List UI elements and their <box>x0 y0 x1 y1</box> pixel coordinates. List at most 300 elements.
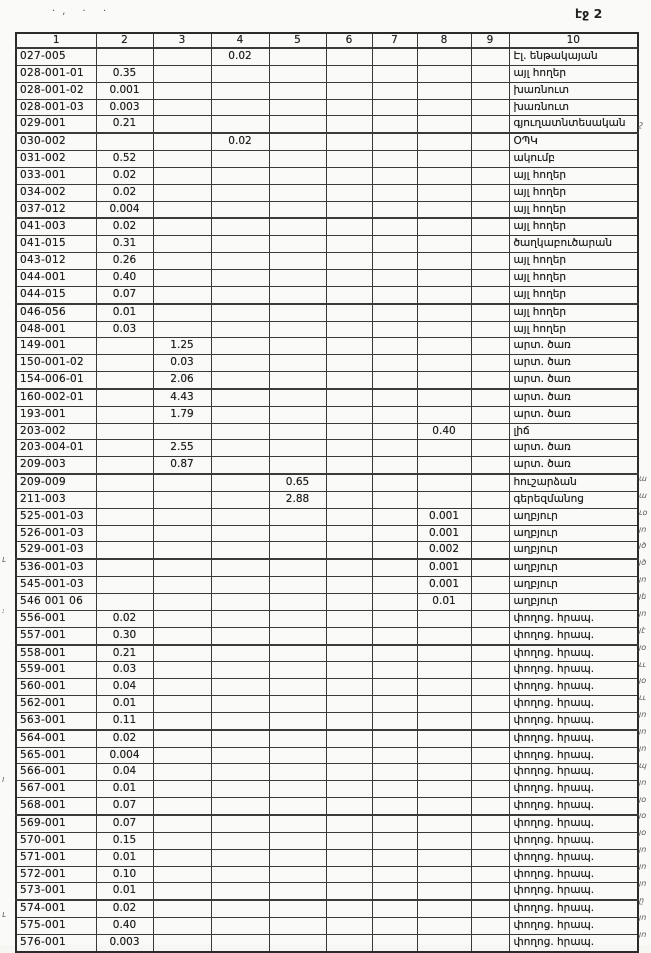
table-row <box>16 627 638 644</box>
parcel-code-cell: 566-001 <box>16 764 96 781</box>
value-cell <box>153 815 211 832</box>
value-cell: 0.02 <box>211 133 269 150</box>
value-cell <box>211 321 269 338</box>
column-header-6: 6 <box>326 33 372 48</box>
margin-mark <box>638 302 651 320</box>
land-type-cell: փողոց. հրապ. <box>509 764 638 781</box>
land-type-cell: այլ հողեր <box>509 321 638 338</box>
value-cell <box>211 594 269 611</box>
value-cell <box>211 781 269 798</box>
table-row <box>16 457 638 474</box>
value-cell <box>96 372 153 389</box>
value-cell <box>153 321 211 338</box>
margin-mark <box>638 352 651 370</box>
value-cell <box>372 355 417 372</box>
table-row <box>16 679 638 696</box>
margin-mark: ։ <box>2 606 6 617</box>
value-cell <box>269 900 326 917</box>
value-cell <box>372 832 417 849</box>
parcel-code-cell: 046-056 <box>16 304 96 321</box>
value-cell <box>269 610 326 627</box>
value-cell <box>153 133 211 150</box>
value-cell <box>269 662 326 679</box>
value-cell <box>211 610 269 627</box>
value-cell <box>326 440 372 457</box>
value-cell <box>372 304 417 321</box>
table-row <box>16 866 638 883</box>
value-cell <box>326 457 372 474</box>
margin-mark <box>638 234 651 252</box>
value-cell <box>417 474 471 491</box>
value-cell <box>372 645 417 662</box>
table-row <box>16 712 638 729</box>
value-cell <box>326 133 372 150</box>
value-cell <box>372 269 417 286</box>
value-cell <box>417 82 471 99</box>
margin-mark <box>638 386 651 404</box>
value-cell: 0.01 <box>96 883 153 900</box>
table-row <box>16 696 638 713</box>
value-cell <box>326 167 372 184</box>
value-cell <box>211 99 269 116</box>
value-cell <box>153 559 211 576</box>
value-cell <box>471 918 509 935</box>
margin-mark <box>638 150 651 168</box>
value-cell <box>372 883 417 900</box>
value-cell <box>417 99 471 116</box>
land-type-cell: փողոց. հրապ. <box>509 730 638 747</box>
value-cell <box>326 304 372 321</box>
land-type-cell: փողոց. հրապ. <box>509 883 638 900</box>
margin-mark <box>638 217 651 235</box>
value-cell <box>471 65 509 82</box>
value-cell <box>96 491 153 508</box>
value-cell <box>471 577 509 594</box>
value-cell <box>326 832 372 849</box>
value-cell <box>471 253 509 270</box>
margin-mark <box>638 251 651 269</box>
value-cell <box>153 151 211 168</box>
margin-mark <box>638 268 651 286</box>
value-cell <box>153 645 211 662</box>
table-row <box>16 883 638 900</box>
value-cell: 0.21 <box>96 116 153 133</box>
value-cell <box>417 866 471 883</box>
value-cell <box>372 457 417 474</box>
value-cell <box>417 48 471 65</box>
value-cell <box>372 679 417 696</box>
value-cell <box>417 849 471 866</box>
value-cell <box>417 116 471 133</box>
value-cell <box>417 696 471 713</box>
table-row <box>16 269 638 286</box>
value-cell <box>153 99 211 116</box>
land-type-cell: աղբյուր <box>509 559 638 576</box>
parcel-code-cell: 559-001 <box>16 662 96 679</box>
table-row <box>16 610 638 627</box>
value-cell <box>471 764 509 781</box>
land-type-cell: այլ հողեր <box>509 304 638 321</box>
parcel-code-cell: 575-001 <box>16 918 96 935</box>
column-header-10: 10 <box>509 33 638 48</box>
land-type-cell: փողոց. հրապ. <box>509 781 638 798</box>
land-type-cell: այլ հողեր <box>509 184 638 201</box>
value-cell <box>471 184 509 201</box>
table-row <box>16 508 638 525</box>
value-cell <box>372 151 417 168</box>
value-cell <box>471 133 509 150</box>
value-cell <box>417 253 471 270</box>
value-cell <box>269 883 326 900</box>
parcel-code-cell: 557-001 <box>16 627 96 644</box>
land-type-cell: արտ. ծառ <box>509 355 638 372</box>
parcel-code-cell: 570-001 <box>16 832 96 849</box>
margin-mark: յո <box>638 844 647 855</box>
land-type-cell: արտ. ծառ <box>509 372 638 389</box>
value-cell <box>211 253 269 270</box>
land-type-cell: այլ հողեր <box>509 286 638 303</box>
land-type-cell: Էլ. ենթակայան <box>509 48 638 65</box>
value-cell <box>326 781 372 798</box>
value-cell <box>153 798 211 815</box>
land-type-cell: խառնուտ <box>509 99 638 116</box>
parcel-code-cell: 043-012 <box>16 253 96 270</box>
value-cell <box>372 116 417 133</box>
parcel-code-cell: 209-003 <box>16 457 96 474</box>
margin-mark: ււ <box>638 659 647 669</box>
value-cell: 0.07 <box>96 798 153 815</box>
parcel-code-cell: 569-001 <box>16 815 96 832</box>
value-cell <box>96 440 153 457</box>
margin-mark <box>638 369 651 387</box>
land-type-cell: արտ. ծառ <box>509 406 638 423</box>
land-type-cell: փողոց. հրապ. <box>509 866 638 883</box>
value-cell <box>471 525 509 542</box>
value-cell <box>211 934 269 951</box>
value-cell <box>269 133 326 150</box>
table-row <box>16 798 638 815</box>
value-cell <box>417 798 471 815</box>
value-cell <box>372 286 417 303</box>
value-cell <box>471 645 509 662</box>
value-cell <box>153 236 211 253</box>
value-cell <box>211 201 269 218</box>
margin-mark: յե <box>638 591 647 602</box>
value-cell <box>96 525 153 542</box>
value-cell <box>372 594 417 611</box>
value-cell <box>326 201 372 218</box>
parcel-code-cell: 033-001 <box>16 167 96 184</box>
margin-mark <box>638 319 651 337</box>
parcel-code-cell: 568-001 <box>16 798 96 815</box>
value-cell <box>372 65 417 82</box>
value-cell <box>326 508 372 525</box>
value-cell <box>96 355 153 372</box>
value-cell <box>326 116 372 133</box>
value-cell <box>153 218 211 235</box>
value-cell <box>471 934 509 951</box>
value-cell <box>471 423 509 440</box>
margin-mark: յծ <box>638 540 647 551</box>
value-cell <box>326 236 372 253</box>
value-cell: 0.40 <box>417 423 471 440</box>
value-cell <box>269 832 326 849</box>
margin-mark <box>638 167 651 185</box>
value-cell <box>269 116 326 133</box>
table-row <box>16 764 638 781</box>
land-type-cell: փողոց. հրապ. <box>509 610 638 627</box>
value-cell <box>471 151 509 168</box>
value-cell <box>269 184 326 201</box>
value-cell <box>326 48 372 65</box>
value-cell <box>471 236 509 253</box>
value-cell <box>326 525 372 542</box>
margin-mark: յո <box>638 777 647 787</box>
table-row <box>16 218 638 235</box>
value-cell <box>417 679 471 696</box>
handwritten-margin-marks <box>639 49 651 943</box>
value-cell <box>269 48 326 65</box>
value-cell <box>417 389 471 406</box>
value-cell <box>372 627 417 644</box>
margin-mark: ււ <box>638 692 647 703</box>
column-header-3: 3 <box>153 33 211 48</box>
value-cell <box>153 82 211 99</box>
value-cell <box>153 286 211 303</box>
value-cell: 0.003 <box>96 934 153 951</box>
value-cell <box>153 474 211 491</box>
value-cell <box>96 577 153 594</box>
value-cell <box>417 627 471 644</box>
value-cell <box>417 184 471 201</box>
value-cell <box>269 65 326 82</box>
value-cell <box>471 457 509 474</box>
margin-mark: յէ <box>638 625 646 635</box>
parcel-code-cell: 041-003 <box>16 218 96 235</box>
value-cell <box>471 48 509 65</box>
value-cell <box>326 849 372 866</box>
value-cell <box>211 627 269 644</box>
value-cell <box>372 610 417 627</box>
value-cell <box>471 849 509 866</box>
parcel-code-cell: 030-002 <box>16 133 96 150</box>
value-cell: 4.43 <box>153 389 211 406</box>
value-cell <box>471 474 509 491</box>
parcel-code-cell: 149-001 <box>16 338 96 355</box>
value-cell <box>372 82 417 99</box>
parcel-code-cell: 565-001 <box>16 747 96 764</box>
value-cell <box>326 594 372 611</box>
value-cell <box>417 662 471 679</box>
margin-mark: ա <box>638 490 648 500</box>
value-cell <box>326 474 372 491</box>
page-number-label: էջ 2 <box>575 6 603 21</box>
value-cell <box>211 866 269 883</box>
value-cell <box>153 934 211 951</box>
value-cell <box>269 167 326 184</box>
parcel-code-cell: 028-001-03 <box>16 99 96 116</box>
value-cell: 0.11 <box>96 712 153 729</box>
value-cell <box>326 559 372 576</box>
land-type-cell: արտ. ծառ <box>509 389 638 406</box>
margin-mark: ւ <box>2 909 6 920</box>
value-cell <box>372 218 417 235</box>
value-cell <box>326 918 372 935</box>
value-cell <box>372 201 417 218</box>
value-cell <box>326 491 372 508</box>
value-cell <box>372 747 417 764</box>
value-cell <box>372 525 417 542</box>
value-cell: 0.52 <box>96 151 153 168</box>
value-cell <box>153 696 211 713</box>
value-cell <box>153 269 211 286</box>
value-cell <box>153 594 211 611</box>
value-cell: 0.04 <box>96 764 153 781</box>
margin-mark <box>638 184 651 202</box>
value-cell <box>372 815 417 832</box>
value-cell <box>372 508 417 525</box>
value-cell <box>153 883 211 900</box>
value-cell <box>269 815 326 832</box>
value-cell <box>417 65 471 82</box>
value-cell <box>153 849 211 866</box>
value-cell <box>326 696 372 713</box>
value-cell <box>417 610 471 627</box>
value-cell <box>417 815 471 832</box>
value-cell <box>269 389 326 406</box>
table-row <box>16 406 638 423</box>
value-cell <box>269 269 326 286</box>
margin-mark: յո <box>638 709 647 720</box>
value-cell <box>153 764 211 781</box>
value-cell <box>269 355 326 372</box>
value-cell <box>326 65 372 82</box>
parcel-code-cell: 573-001 <box>16 883 96 900</box>
value-cell <box>417 269 471 286</box>
value-cell <box>471 662 509 679</box>
value-cell <box>326 900 372 917</box>
parcel-code-cell: 209-009 <box>16 474 96 491</box>
value-cell <box>417 133 471 150</box>
value-cell <box>471 747 509 764</box>
parcel-code-cell: 211-003 <box>16 491 96 508</box>
parcel-code-cell: 526-001-03 <box>16 525 96 542</box>
value-cell <box>269 372 326 389</box>
value-cell <box>211 918 269 935</box>
land-parcel-table <box>15 32 639 953</box>
value-cell <box>153 423 211 440</box>
value-cell <box>372 559 417 576</box>
value-cell <box>153 679 211 696</box>
value-cell: 2.88 <box>269 491 326 508</box>
value-cell <box>269 236 326 253</box>
margin-mark <box>638 437 651 455</box>
value-cell <box>372 321 417 338</box>
value-cell <box>269 866 326 883</box>
value-cell <box>326 610 372 627</box>
value-cell <box>211 491 269 508</box>
value-cell <box>471 696 509 713</box>
value-cell <box>153 747 211 764</box>
table-row <box>16 577 638 594</box>
value-cell <box>211 815 269 832</box>
table-row <box>16 747 638 764</box>
value-cell <box>269 559 326 576</box>
table-row <box>16 372 638 389</box>
parcel-code-cell: 525-001-03 <box>16 508 96 525</box>
scan-corner-marks: ·‚ · · <box>52 6 114 17</box>
value-cell <box>269 440 326 457</box>
value-cell <box>471 815 509 832</box>
value-cell <box>471 269 509 286</box>
value-cell <box>153 542 211 559</box>
value-cell <box>471 372 509 389</box>
table-row <box>16 781 638 798</box>
value-cell <box>471 627 509 644</box>
land-type-cell: արտ. ծառ <box>509 440 638 457</box>
value-cell <box>153 781 211 798</box>
table-row <box>16 730 638 747</box>
value-cell <box>269 82 326 99</box>
parcel-code-cell: 571-001 <box>16 849 96 866</box>
value-cell <box>326 934 372 951</box>
value-cell <box>417 918 471 935</box>
value-cell <box>471 304 509 321</box>
value-cell <box>211 559 269 576</box>
value-cell <box>417 440 471 457</box>
land-type-cell: փողոց. հրապ. <box>509 696 638 713</box>
value-cell <box>153 918 211 935</box>
value-cell <box>269 645 326 662</box>
parcel-code-cell: 160-002-01 <box>16 389 96 406</box>
margin-mark: շ <box>638 119 644 129</box>
value-cell <box>153 304 211 321</box>
value-cell: 0.02 <box>96 610 153 627</box>
value-cell <box>211 577 269 594</box>
value-cell <box>211 508 269 525</box>
value-cell <box>96 389 153 406</box>
table-row <box>16 815 638 832</box>
value-cell: 0.02 <box>211 48 269 65</box>
value-cell <box>372 474 417 491</box>
value-cell <box>326 321 372 338</box>
value-cell: 0.001 <box>417 525 471 542</box>
value-cell <box>269 286 326 303</box>
value-cell: 0.01 <box>417 594 471 611</box>
value-cell <box>372 133 417 150</box>
land-type-cell: աղբյուր <box>509 508 638 525</box>
value-cell <box>372 372 417 389</box>
value-cell: 0.07 <box>96 815 153 832</box>
table-row <box>16 338 638 355</box>
value-cell <box>372 99 417 116</box>
land-type-cell: փողոց. հրապ. <box>509 798 638 815</box>
value-cell <box>471 883 509 900</box>
value-cell <box>211 355 269 372</box>
table-row <box>16 900 638 917</box>
value-cell <box>269 781 326 798</box>
land-type-cell: աղբյուր <box>509 542 638 559</box>
margin-mark: յո <box>638 574 647 585</box>
value-cell <box>372 866 417 883</box>
value-cell: 0.001 <box>96 82 153 99</box>
land-type-cell: աղբյուր <box>509 525 638 542</box>
parcel-code-cell: 572-001 <box>16 866 96 883</box>
value-cell <box>326 253 372 270</box>
margin-mark <box>638 454 651 472</box>
column-header-5: 5 <box>269 33 326 48</box>
value-cell <box>471 491 509 508</box>
